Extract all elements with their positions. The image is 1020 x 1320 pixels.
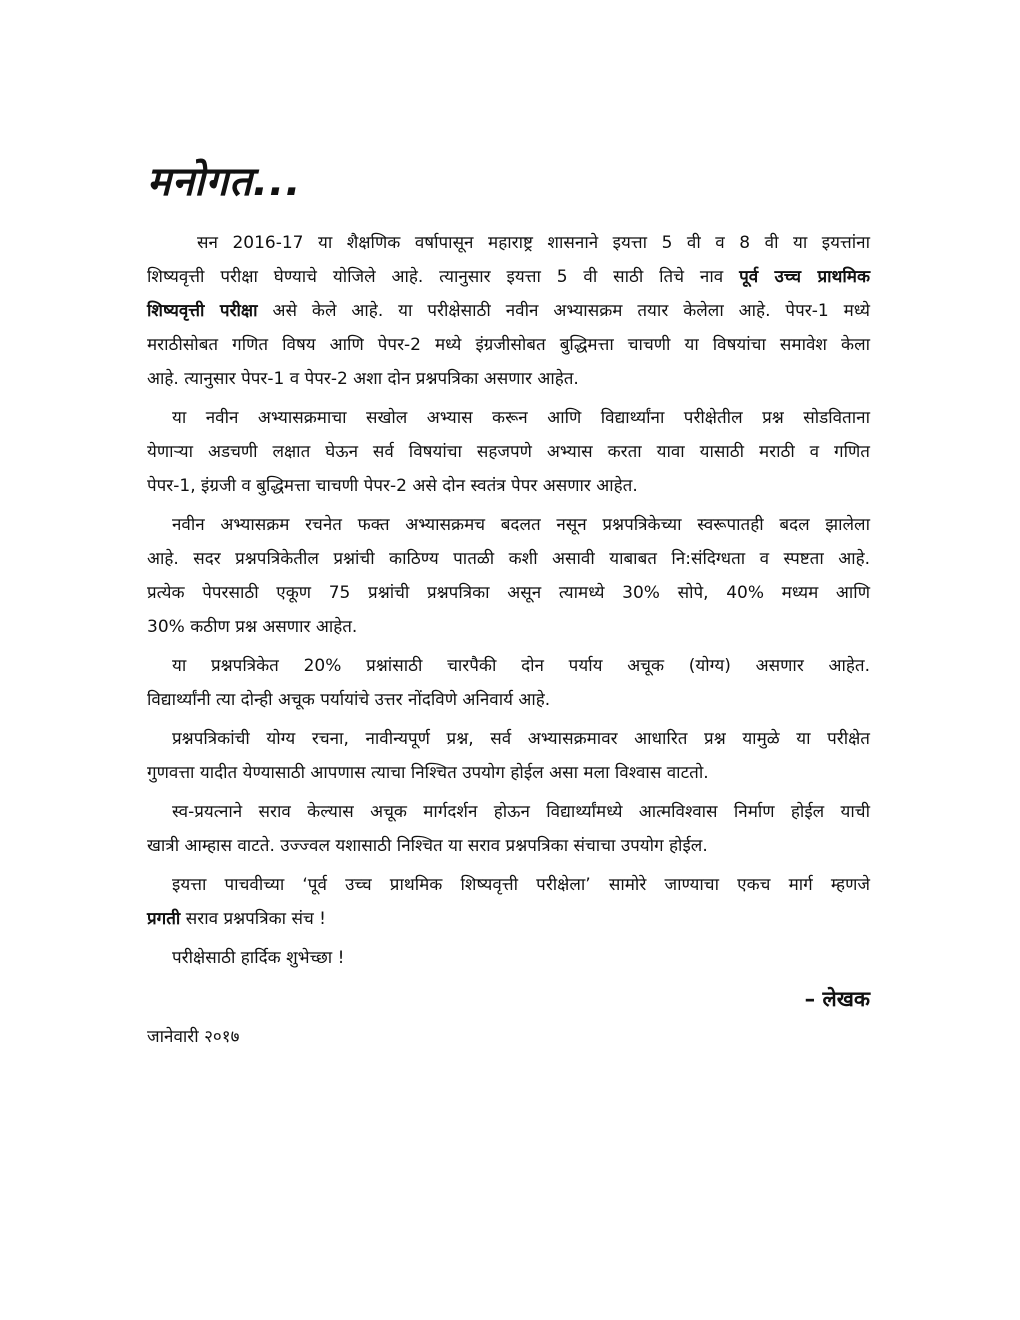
text-segment: या प्रश्नपत्रिकेत 20% प्रश्नांसाठी चारपैकी दोन पर्याय अचूक (योग्य) असणार आहेत. [172, 656, 870, 676]
text-line [147, 226, 870, 260]
text-line [147, 868, 870, 902]
date: जानेवारी २०१७ [147, 1027, 240, 1047]
text-line [147, 722, 870, 756]
paragraph [147, 508, 870, 644]
text-line [147, 401, 870, 435]
text-line [147, 829, 870, 863]
text-segment: 30% कठीण प्रश्न असणार आहेत. [147, 617, 358, 637]
text-line [147, 294, 870, 328]
document-body [147, 226, 870, 980]
text-line [147, 610, 870, 644]
text-segment: खात्री आम्हास वाटते. उज्ज्वल यशासाठी निश्चित या सराव प्रश्नपत्रिका संचाचा उपयोग होईल. [147, 836, 708, 856]
text-segment: या नवीन अभ्यासक्रमाचा सखोल अभ्यास करून आणि विद्यार्थ्यांना परीक्षेतील प्रश्न सोडविताना [172, 408, 870, 428]
text-segment: पेपर-1, इंग्रजी व बुद्धिमत्ता चाचणी पेपर-2 असे दोन स्वतंत्र पेपर असणार आहेत. [147, 476, 638, 496]
text-segment: सन 2016-17 या शैक्षणिक वर्षापासून महाराष्ट्र शासनाने इयत्ता 5 वी व 8 वी या इयत्तांना [197, 233, 870, 253]
bold-text: पूर्व उच्च प्राथमिक [739, 267, 871, 287]
paragraph [147, 795, 870, 863]
text-line [147, 362, 870, 396]
text-line [147, 941, 870, 975]
text-segment: आहे. त्यानुसार पेपर-1 व पेपर-2 अशा दोन प्रश्नपत्रिका असणार आहेत. [147, 369, 579, 389]
author-signature: – लेखक [804, 987, 870, 1011]
text-segment: इयत्ता पाचवीच्या ‘पूर्व उच्च प्राथमिक शिष्यवृत्ती परीक्षेला’ सामोरे जाण्याचा एकच मार्ग म्हणजे [172, 875, 870, 895]
text-line [147, 328, 870, 362]
text-segment: येणाऱ्या अडचणी लक्षात घेऊन सर्व विषयांचा सहजपणे अभ्यास करता यावा यासाठी मराठी व गणित [147, 442, 870, 462]
paragraph [147, 226, 870, 396]
page-title: मनोगत... [147, 159, 302, 205]
text-segment: नवीन अभ्यासक्रम रचनेत फक्त अभ्यासक्रमच बदलत नसून प्रश्नपत्रिकेच्या स्वरूपातही बदल झालेला [172, 515, 870, 535]
text-line [147, 260, 870, 294]
text-segment: प्रश्नपत्रिकांची योग्य रचना, नावीन्यपूर्ण प्रश्न, सर्व अभ्यासक्रमावर आधारित प्रश्न यामुळे या परीक्षेत [172, 729, 870, 749]
text-segment: परीक्षेसाठी हार्दिक शुभेच्छा ! [172, 948, 345, 968]
text-line [147, 756, 870, 790]
text-segment: विद्यार्थ्यांनी त्या दोन्ही अचूक पर्यायांचे उत्तर नोंदविणे अनिवार्य आहे. [147, 690, 551, 710]
paragraph [147, 868, 870, 936]
text-segment: मराठीसोबत गणित विषय आणि पेपर-2 मध्ये इंग्रजीसोबत बुद्धिमत्ता चाचणी या विषयांचा समावेश केला [147, 335, 870, 355]
text-line [147, 508, 870, 542]
text-segment: सराव प्रश्नपत्रिका संच ! [180, 909, 326, 929]
text-segment: शिष्यवृत्ती परीक्षा घेण्याचे योजिले आहे. त्यानुसार इयत्ता 5 वी साठी तिचे नाव [147, 267, 740, 287]
text-line [147, 683, 870, 717]
text-segment: असे केले आहे. या परीक्षेसाठी नवीन अभ्यासक्रम तयार केलेला आहे. पेपर-1 मध्ये [257, 301, 871, 321]
paragraph [147, 941, 870, 975]
bold-text: प्रगती [147, 909, 181, 929]
text-line [147, 795, 870, 829]
text-line [147, 435, 870, 469]
text-segment: स्व-प्रयत्नाने सराव केल्यास अचूक मार्गदर्शन होऊन विद्यार्थ्यांमध्ये आत्मविश्वास निर्माण होईल याची [172, 802, 870, 822]
text-line [147, 469, 870, 503]
text-segment: आहे. सदर प्रश्नपत्रिकेतील प्रश्नांची काठिण्य पातळी कशी असावी याबाबत नि:संदिग्धता व स्पष्टता आहे. [147, 549, 870, 569]
text-segment: गुणवत्ता यादीत येण्यासाठी आपणास त्याचा निश्चित उपयोग होईल असा मला विश्वास वाटतो. [147, 763, 709, 783]
paragraph [147, 649, 870, 717]
bold-text: शिष्यवृत्ती परीक्षा [147, 301, 258, 321]
text-line [147, 902, 870, 936]
paragraph [147, 722, 870, 790]
text-line [147, 576, 870, 610]
text-line [147, 542, 870, 576]
paragraph [147, 401, 870, 503]
text-segment: प्रत्येक पेपरसाठी एकूण 75 प्रश्नांची प्रश्नपत्रिका असून त्यामध्ये 30% सोपे, 40% मध्यम आणि [147, 583, 870, 603]
text-line [147, 649, 870, 683]
